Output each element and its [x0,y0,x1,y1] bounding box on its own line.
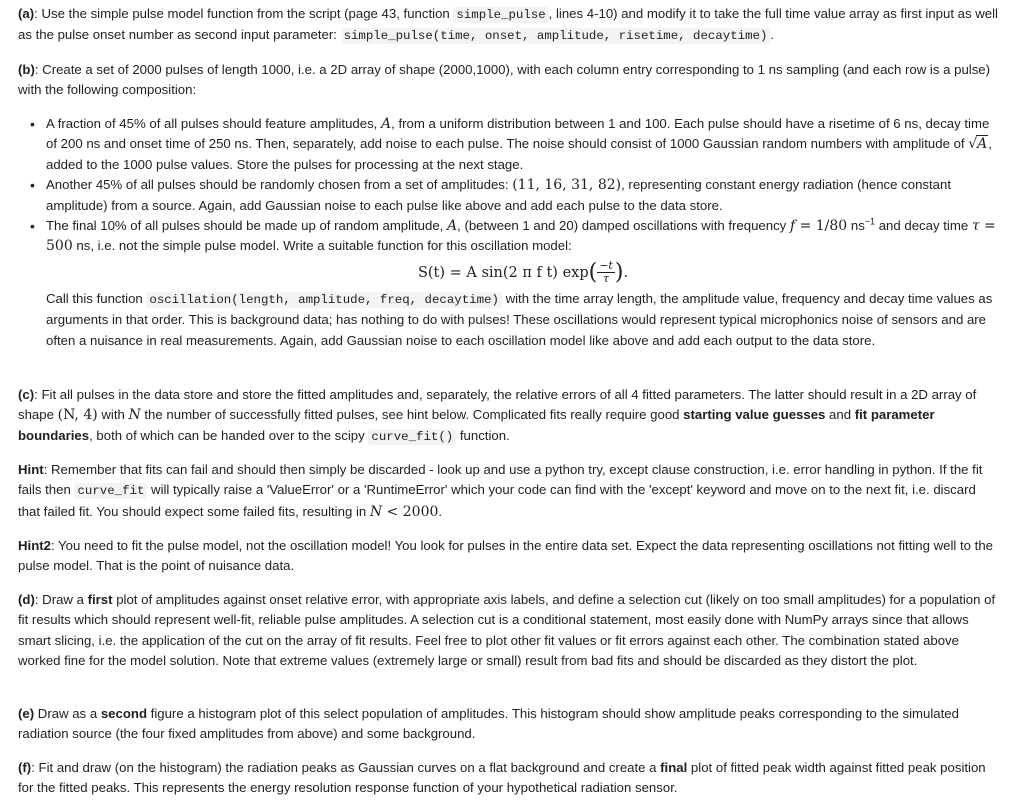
code-simple-pulse-signature: simple_pulse(time, onset, amplitude, risetime, decaytime) [341,28,771,44]
hint-label: Hint [18,462,44,477]
part-b-label: (b) [18,62,35,77]
part-d-label: (d) [18,592,35,607]
equation-fraction: $\frac{-t}{\tau}$ [599,259,613,286]
list-item: • Another 45% of all pulses should be randomly chosen from a set of amplitudes: (11, 16, 31, 82), representing constant energy radiation (hence constant amplitude) from a source. Again, add Gaussian noise to each pulse like above and add each pulse to the data store. [28,175,1000,216]
oscillation-call-text: Call this function oscillation(length, amplitude, freq, decaytime) with the time array length, the amplitude value, frequency and decay time values as arguments in that order. This is background data; has nothing to do with pulses! These oscillations would represent typical microphonics noise of sensors and are often a nuisance in real measurements. Again, add Gaussian noise to each oscillation model like above and add each output to the data store. [46,290,993,348]
part-c: (c): Fit all pulses in the data store and store the fitted amplitudes and, separately, the relative errors of all 4 fitted parameters. The latter should result in a 2D array of shape (N, 4) with N the number of successfully fitted pulses, see hint below. Complicated fits really require good starting value guesses and fit parameter boundaries, both of which can be handed over to the scipy curve_fit() function. [18,387,977,444]
list-item: • A fraction of 45% of all pulses should feature amplitudes, A, from a uniform distribution between 1 and 100. Each pulse should have a risetime of 6 ns, decay time of 200 ns and onset time of 250 ns. Then, separately, add noise to each pulse. The noise should consist of 1000 Gaussian random numbers with amplitude of √A, added to the 1000 pulse values. Store the pulses for processing at the next stage. [28,114,1000,175]
hint: Hint: Remember that fits can fail and should then simply be discarded - look up and use a python try, except clause construction, i.e. error handling in python. If the fit fails then curve_fit will typically raise a 'ValueError' or a 'RuntimeError' which your code can find with the 'except' keyword and move on to the next fit, i.e. discard that failed fit. You should expect some failed fits, resulting in N < 2000. [18,462,983,520]
code-simple-pulse: simple_pulse [453,7,548,23]
part-a-label: (a) [18,6,35,21]
code-oscillation-signature: oscillation(length, amplitude, freq, decaytime) [146,292,501,308]
part-f-label: (f) [18,760,32,775]
code-curve-fit-hint: curve_fit [74,483,147,499]
part-f: (f): Fit and draw (on the histogram) the radiation peaks as Gaussian curves on a flat background and create a final plot of fitted peak width against fitted peak position for the fitted peaks. This represents the energy resolution response function of your hypothetical radiation sensor. [18,760,986,796]
oscillation-equation: S(t) = A sin(2 π f t) exp( $\frac{-t}{\tau}$ ). [417,259,629,286]
composition-list [28,114,1000,351]
part-a: (a): Use the simple pulse model function from the script (page 43, function simple_pulse , lines 4-10) and modify it to take the full time value array as first input as well as the pulse onset number as second input parameter: simple_pulse(time, onset, amplitude, risetime, decaytime) . [18,6,998,44]
part-e-label: (e) [18,706,35,721]
part-d: (d): Draw a first plot of amplitudes against onset relative error, with appropriate axis labels, and define a selection cut (likely on too small amplitudes) for a population of fit results which should represent well-fit, reliable pulse amplitudes. A selection cut is a conditional statement, most easily done with NumPy arrays since that allows smart slicing, i.e. the application of the cut on the array of fit results. Feel free to plot other fit values or fit errors against each other. The combination stated above worked fine for the model solution. Note that extreme values (extremely large or small) result from bad fits and should be discarded as they distort the plot. [18,592,996,669]
sqrt-symbol: √ [968,136,978,153]
part-e: (e) Draw as a second figure a histogram plot of this select population of amplitudes. This histogram should show amplitude peaks corresponding to the simulated radiation source (the four fixed amplitudes from above) and some background. [18,706,959,742]
hint2: Hint2: You need to fit the pulse model, not the oscillation model! You look for pulses in the entire data set. Expect the data representing oscillations not fitting well to the pulse model. That is the point of nuisance data. [18,538,994,574]
code-curve-fit: curve_fit() [368,429,456,445]
list-item: • The final 10% of all pulses should be made up of random amplitude, A, (between 1 and 20) damped oscillations with frequency f = 1/80 $ns^{-1}$ and decay time τ = 500 ns, i.e. not the simple pulse model. Write a suitable function for this oscillation model: S(t) = A sin(2 π f t) exp( $\frac{-t}{\tau}$ ). Call this function oscillation(length, amplitude, freq, decaytime) with the time array length, the amplitude value, frequency and decay time values as arguments in that order. This is background data; has nothing to do with pulses! These oscillations would represent typical microphonics noise of sensors and are often a nuisance in real measurements. Again, add Gaussian noise to each oscillation model like above and add each output to the data store. [28,216,1000,351]
hint2-label: Hint2 [18,538,51,553]
part-c-label: (c) [18,387,35,402]
part-b: (b): Create a set of 2000 pulses of length 1000, i.e. a 2D array of shape (2000,1000), with each column entry corresponding to 1 ns sampling (and each row is a pulse) with the following composition: [18,62,991,98]
